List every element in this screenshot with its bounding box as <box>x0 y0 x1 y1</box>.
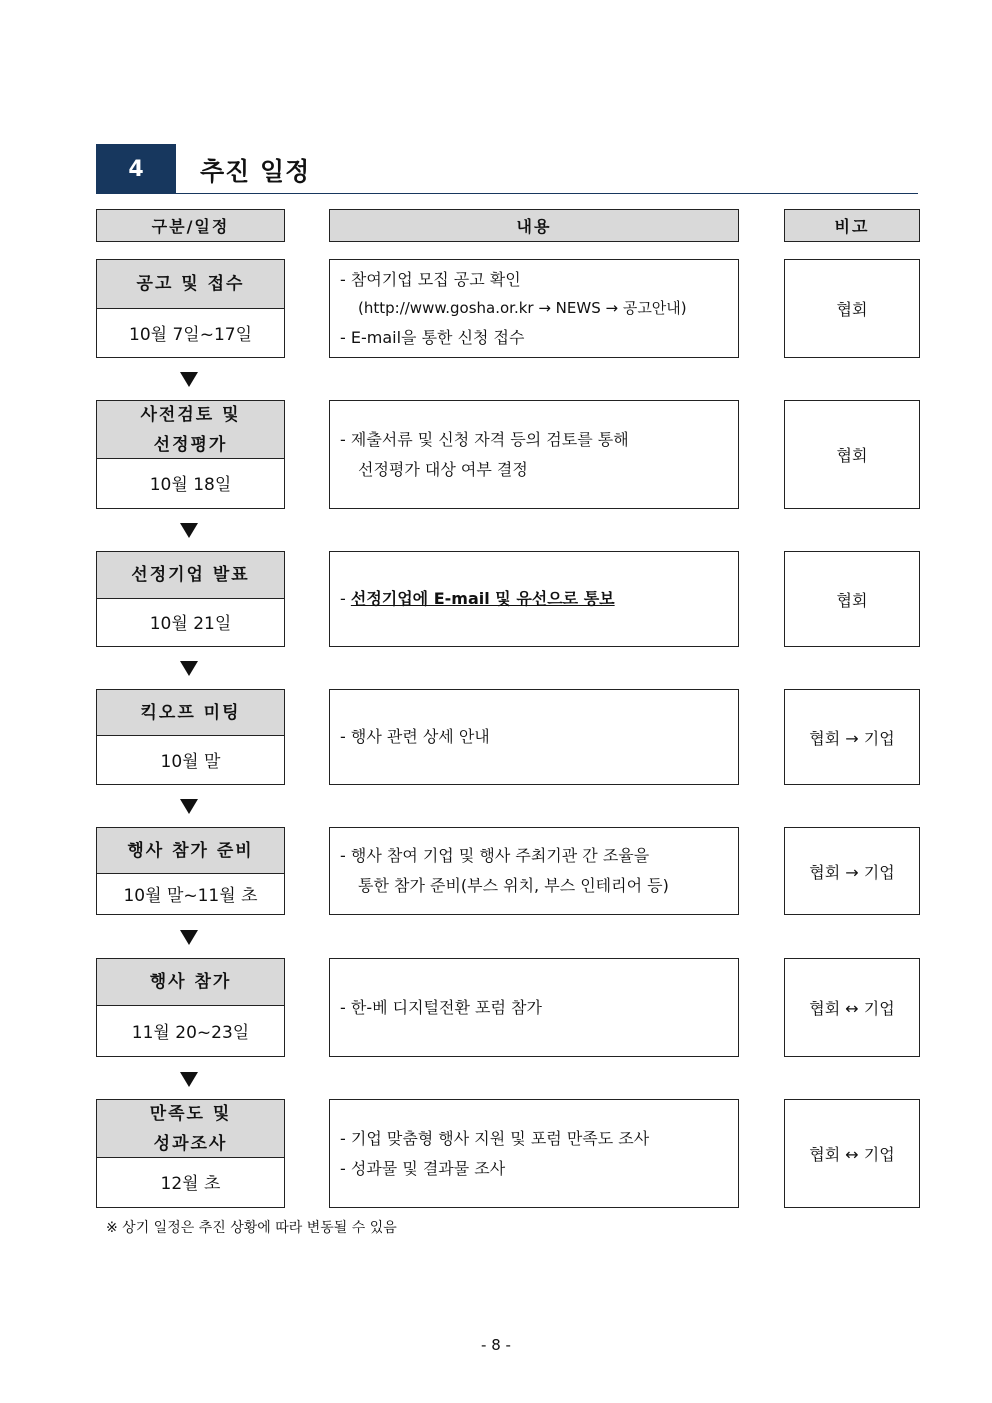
stage-name-line: 선정기업 발표 <box>131 565 250 585</box>
down-arrow-icon <box>180 523 198 538</box>
stage-date: 10월 18일 <box>149 475 232 495</box>
stage-date: 10월 말 <box>160 751 221 772</box>
stage-date: 10월 21일 <box>149 614 232 634</box>
content-line: - 행사 참여 기업 및 행사 주최기관 간 조율을 <box>340 846 650 865</box>
stage-name-line: 행사 참가 <box>149 972 232 992</box>
stage-name-line: 사전검토 및 <box>140 404 241 425</box>
content-line: - 제출서류 및 신청 자격 등의 검토를 통해 <box>340 429 629 449</box>
stage-cell <box>96 400 285 509</box>
section-divider <box>176 193 918 194</box>
stage-cell <box>96 259 285 358</box>
stage-cell <box>96 958 285 1057</box>
stage-name <box>97 959 284 1006</box>
stage-name-line: 공고 및 접수 <box>136 274 245 294</box>
stage-name <box>97 828 284 874</box>
stage-cell <box>96 1099 285 1208</box>
content-line: - 참여기업 모집 공고 확인 <box>340 270 521 289</box>
content-line: - E-mail을 통한 신청 접수 <box>340 328 525 347</box>
column-header-note: 비고 <box>784 209 920 242</box>
stage-name-line: 행사 참가 준비 <box>127 840 254 861</box>
stage-content <box>329 551 739 647</box>
schedule-footnote: ※ 상기 일정은 추진 상황에 따라 변동될 수 있음 <box>106 1220 397 1236</box>
column-header-stage: 구분/일정 <box>96 209 285 242</box>
stage-name <box>97 260 284 309</box>
column-header-content: 내용 <box>329 209 739 242</box>
stage-content <box>329 958 739 1057</box>
stage-date: 10월 7일~17일 <box>129 324 252 345</box>
content-line: 통한 참가 준비(부스 위치, 부스 인테리어 등) <box>358 876 669 895</box>
content-line: 선정평가 대상 여부 결정 <box>358 459 528 479</box>
page-number: - 8 - <box>481 1336 511 1354</box>
stage-name <box>97 690 284 736</box>
stage-name-line: 만족도 및 <box>149 1103 232 1124</box>
stage-name-line: 선정평가 <box>153 434 228 455</box>
down-arrow-icon <box>180 930 198 945</box>
stage-content <box>329 1099 739 1208</box>
down-arrow-icon <box>180 799 198 814</box>
content-line: - 기업 맞춤형 행사 지원 및 포럼 만족도 조사 <box>340 1128 650 1148</box>
stage-date: 11월 20~23일 <box>131 1022 250 1043</box>
stage-note: 협회 ↔ 기업 <box>784 958 920 1057</box>
down-arrow-icon <box>180 661 198 676</box>
content-line: - 한-베 디지털전환 포럼 참가 <box>340 997 542 1017</box>
stage-note: 협회 <box>784 551 920 647</box>
section-number: 4 <box>96 144 176 194</box>
stage-cell <box>96 551 285 647</box>
stage-note: 협회 <box>784 400 920 509</box>
stage-content <box>329 259 739 358</box>
down-arrow-icon <box>180 1072 198 1087</box>
stage-note: 협회 <box>784 259 920 358</box>
stage-date: 12월 초 <box>160 1174 221 1194</box>
content-line: - 행사 관련 상세 안내 <box>340 727 490 746</box>
stage-cell <box>96 689 285 785</box>
stage-date: 10월 말~11월 초 <box>123 885 258 906</box>
stage-note: 협회 → 기업 <box>784 689 920 785</box>
down-arrow-icon <box>180 372 198 387</box>
stage-content <box>329 827 739 915</box>
stage-cell <box>96 827 285 915</box>
stage-name <box>97 552 284 599</box>
content-line: - 성과물 및 결과물 조사 <box>340 1158 506 1178</box>
stage-note: 협회 ↔ 기업 <box>784 1099 920 1208</box>
content-emphasis: 선정기업에 E-mail 및 유선으로 통보 <box>350 589 615 608</box>
section-heading <box>96 144 918 196</box>
stage-content <box>329 689 739 785</box>
stage-name-line: 성과조사 <box>153 1133 228 1154</box>
section-title: 추진 일정 <box>200 157 311 186</box>
stage-name-line: 킥오프 미팅 <box>140 702 241 723</box>
content-line <box>340 584 728 614</box>
content-line: (http://www.gosha.or.kr → NEWS → 공고안내) <box>358 299 687 317</box>
stage-name <box>97 401 284 459</box>
stage-note: 협회 → 기업 <box>784 827 920 915</box>
content-bullet: - <box>340 589 351 608</box>
stage-content <box>329 400 739 509</box>
stage-name <box>97 1100 284 1158</box>
